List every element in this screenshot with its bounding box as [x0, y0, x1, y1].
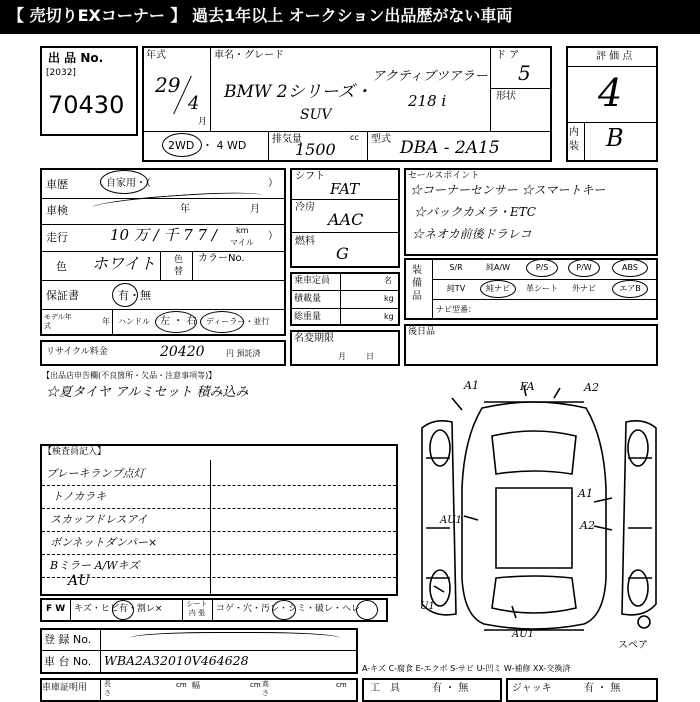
rename-label: 名変期限: [294, 333, 334, 344]
equip-navi-circle: [480, 280, 516, 298]
mileage-unit2: マイル: [230, 238, 254, 247]
later-items-label: 後日品: [408, 327, 436, 337]
jack-value: 有 ・ 無: [584, 683, 621, 694]
equip-aw: 純A/W: [485, 263, 511, 272]
color-change: 色替: [174, 255, 184, 277]
grade-line1: アクティブツアラー: [372, 69, 488, 84]
tools-value: 有 ・ 無: [432, 683, 469, 694]
equip-ps-circle: [526, 259, 558, 277]
model-value: DBA - 2A15: [400, 138, 500, 158]
close-paren-2: ）: [268, 231, 278, 242]
mark-au-left: AU1: [440, 515, 463, 526]
model-year-unit: 年: [102, 317, 110, 326]
inspector-line-5: Bミラー A/Wキズ: [50, 559, 140, 572]
sales-label: セールスポイント: [408, 171, 480, 181]
cert-width-cm: cm: [250, 681, 261, 689]
name-label: 車名・グレード: [214, 50, 284, 61]
notes-label: 【出品店申告欄(不良箇所・欠品・注意事項等)】: [42, 371, 217, 380]
spare-label: スペア: [618, 640, 648, 651]
mark-a2-top: A2: [584, 381, 599, 394]
gross-label: 総重量: [294, 312, 322, 322]
inspector-line-4: ボンネットダンパー×: [50, 536, 158, 549]
model-year-label: モデル年式: [44, 313, 72, 330]
lot-number: 70430: [48, 91, 125, 119]
grade-line2: 218 i: [408, 92, 447, 110]
shaken-year: 年: [180, 204, 190, 215]
equip-extnavi: 外ナビ: [572, 284, 596, 293]
lot-label: 出 品 No.: [48, 51, 104, 65]
notes-text: ☆夏タイヤ アルミセット 積み込み: [46, 385, 249, 400]
drive-2wd: 2WD: [168, 139, 195, 152]
shaken-month: 月: [250, 204, 260, 215]
sales-line2: ☆バックカメラ・ETC: [414, 205, 536, 219]
fuel-label: 燃料: [295, 236, 315, 247]
warranty-value: 有・無: [118, 289, 151, 302]
disp-label: 排気量: [272, 134, 302, 145]
navi-model-label: ナビ型番：: [436, 305, 476, 314]
equip-seat: 革シート: [526, 284, 558, 293]
equip-pw: P/W: [576, 263, 592, 272]
capacity-label: 乗車定員: [294, 276, 331, 286]
equip-tv: 純TV: [446, 284, 466, 293]
sales-line1: ☆コーナーセンサー ☆スマートキー: [410, 183, 606, 197]
vin-label: 車 台 No.: [44, 655, 92, 668]
color-label: 色: [56, 260, 67, 273]
equip-airbag: エアB: [619, 284, 641, 293]
disp-value: 1500: [295, 140, 336, 159]
vin-value: WBA2A32010V464628: [104, 653, 249, 668]
warranty-label: 保証書: [46, 289, 79, 302]
handle-circle: [155, 311, 197, 333]
interior-label: 内装: [569, 127, 579, 152]
inspector-label: 【検査員記入】: [43, 447, 107, 457]
fw-left: キズ・ヒビ有・割レ×: [74, 604, 163, 614]
equip-sr: S/R: [449, 263, 463, 272]
equip-navi: 純ナビ: [486, 284, 510, 293]
recycle-unit: 円 預託済: [226, 349, 261, 358]
cert-long: 長さ: [104, 680, 111, 697]
cert-height-cm: cm: [336, 681, 347, 689]
color-value: ホワイト: [92, 254, 156, 273]
mark-fa-top: FA: [520, 380, 535, 393]
sales-line3: ☆ネオカ前後ドラレコ: [412, 227, 532, 241]
jack-label: ジャッキ: [512, 683, 552, 694]
shaken-label: 車検: [46, 204, 68, 217]
tools-label: 工 具: [370, 683, 400, 694]
load-unit: kg: [384, 294, 394, 303]
handle-label: ハンドル: [118, 317, 150, 326]
fw-here-circle: [356, 600, 378, 620]
mark-au-bottom: AU1: [512, 629, 535, 640]
mileage-unit1: km: [236, 226, 249, 235]
equip-ps: P/S: [535, 263, 549, 272]
name-line1: BMW 2シリーズ・: [224, 82, 372, 102]
equipment-label: 装備品: [412, 265, 422, 302]
cert-height: 高さ: [262, 680, 269, 697]
drive-4wd: ・ 4 WD: [202, 139, 247, 152]
score-label: 評 価 点: [596, 51, 633, 62]
car-diagram: [404, 378, 674, 650]
fw-right: コゲ・穴・汚レ・シミ・破レ・ヘレ: [216, 604, 361, 614]
later-items-box: [404, 324, 658, 366]
capacity-unit: 名: [384, 276, 392, 285]
recycle-value: 20420: [160, 344, 205, 360]
shift-value: FAT: [330, 180, 360, 198]
mark-a1-top: A1: [464, 379, 479, 392]
equip-pw-circle: [568, 259, 600, 277]
recycle-label: リサイクル料金: [46, 347, 108, 357]
equip-airbag-circle: [612, 280, 648, 298]
inspector-line-3: スカッフドレスアイ: [50, 513, 148, 526]
inspector-line-1: ブレーキランプ点灯: [46, 467, 145, 480]
shift-label: シフト: [295, 171, 325, 182]
inspector-line-2: トノカラキ: [52, 490, 107, 503]
fw-hibi-circle: [112, 600, 134, 620]
fw-seat: シート 内 張: [186, 600, 208, 617]
import-circle: [200, 311, 244, 333]
lot-sub: [2032]: [46, 68, 76, 78]
equip-abs-circle: [612, 259, 648, 277]
month-value: 4: [188, 93, 200, 114]
import-value: ディーラー・並行: [206, 317, 270, 326]
mileage-label: 走行: [46, 231, 68, 244]
fuel-value: G: [336, 244, 349, 263]
interior-value: B: [606, 124, 624, 152]
cert-width: 幅: [192, 681, 200, 690]
inspector-line-6: AU: [68, 573, 90, 589]
cert-long-cm: cm: [176, 681, 187, 689]
drive-2wd-circle: [162, 133, 202, 157]
reki-label: 車歴: [46, 178, 68, 191]
door-value: 5: [518, 61, 531, 85]
handle-value: 左 ・ 右: [160, 316, 197, 327]
gross-unit: kg: [384, 312, 394, 321]
mileage-value: 10 万 / 千 7 7 /: [110, 226, 217, 244]
rename-unit: 月日: [338, 352, 394, 361]
mark-u1: U1: [420, 601, 435, 612]
warranty-circle: [112, 283, 138, 307]
equip-abs: ABS: [622, 263, 638, 272]
month-unit: 月: [198, 117, 208, 127]
disp-unit: cc: [350, 133, 359, 142]
model-label: 型式: [371, 134, 391, 145]
year-value: 29: [155, 73, 181, 97]
mark-a2-right: A2: [580, 519, 595, 532]
cool-value: AAC: [328, 210, 364, 229]
cert-label: 車庫証明用: [42, 683, 88, 693]
header-title: 【 売切りEXコーナー 】 過去1年以上 オークション出品歴がない車両: [8, 6, 513, 25]
name-line2: SUV: [300, 107, 332, 123]
cool-label: 冷房: [295, 202, 315, 213]
door-label: ド ア: [496, 50, 520, 61]
load-label: 積載量: [294, 294, 322, 304]
reki-close: ）: [268, 178, 278, 189]
damage-legend: A-キズ C-腐食 E-エクボ S-サビ U-凹ミ W-補修 XX-交換済: [362, 664, 571, 673]
fw-label: F W: [46, 604, 66, 614]
reki-value: 自家用・（: [106, 178, 151, 189]
fw-yogore-circle: [272, 600, 296, 620]
reki-circle: [100, 170, 148, 194]
mark-a1-right: A1: [578, 487, 593, 500]
score-value: 4: [598, 71, 623, 115]
year-label: 年式: [146, 50, 166, 61]
reg-label: 登 録 No.: [44, 633, 92, 646]
shape-label: 形状: [496, 91, 516, 102]
color-no: カラーNo.: [198, 253, 245, 264]
